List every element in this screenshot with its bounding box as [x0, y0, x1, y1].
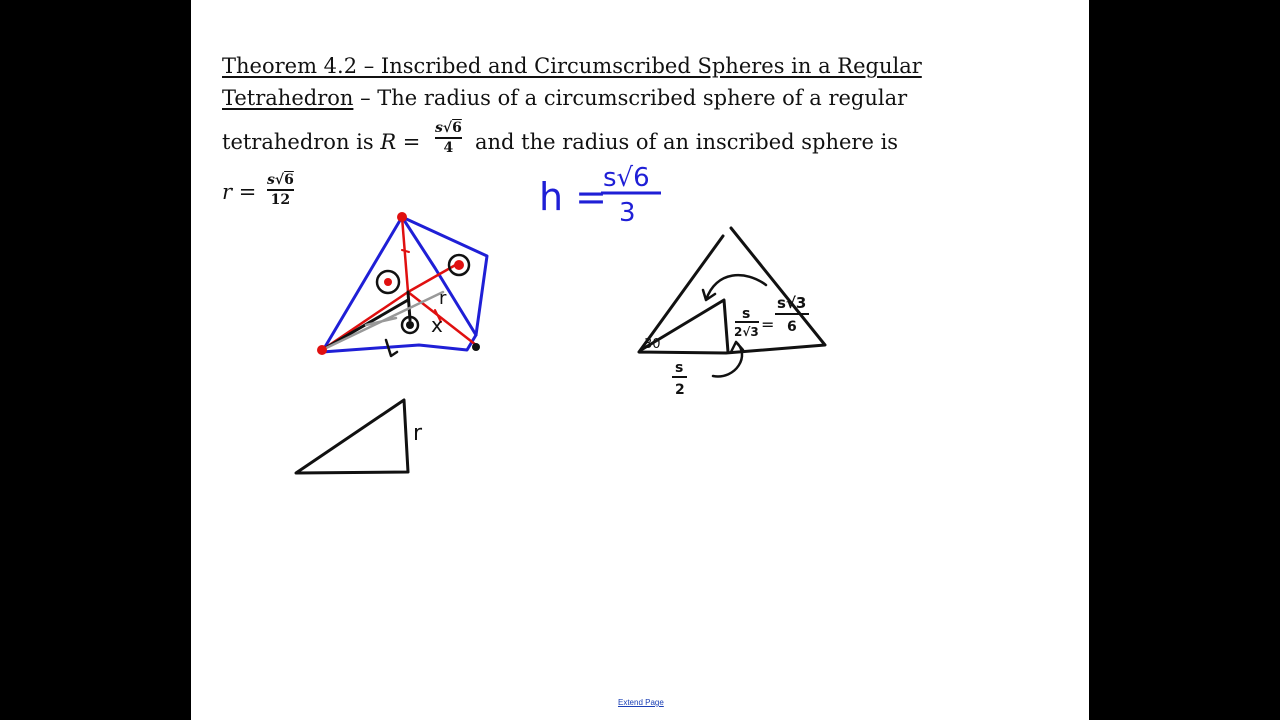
inner-triangle [641, 300, 728, 352]
r-numerator: s√6 [267, 172, 294, 188]
notebook-page [191, 0, 1089, 720]
frac2-den: 6 [787, 319, 797, 335]
frac1-den: 2√3 [734, 325, 759, 339]
R-num-rad: 6 [452, 120, 462, 136]
R-symbol: R [380, 130, 397, 154]
r-side-label: r [413, 421, 423, 446]
theorem-line2 [222, 86, 907, 110]
theorem-line2-rest: – The radius of a circumscribed sphere of a regular [353, 86, 908, 110]
height-formula [539, 163, 661, 228]
r-num-rad: 6 [284, 172, 294, 188]
frac1-num: s [742, 306, 751, 322]
right-triangle [296, 400, 408, 473]
equilateral-triangle [639, 228, 825, 353]
circle-mark-left [377, 271, 399, 293]
r-equals: = [232, 180, 257, 204]
tetra-gray-lines [322, 292, 443, 350]
half-s-den: 2 [675, 382, 685, 398]
tetra-black-lines [322, 292, 410, 350]
extend-page-link[interactable]: Extend Page [618, 698, 664, 707]
apex-point [397, 212, 407, 222]
frac2-num: s√3 [777, 294, 807, 312]
R-fraction-bar [435, 137, 462, 139]
r-fraction [267, 172, 294, 208]
base-point-right [472, 343, 480, 351]
h-denominator: 3 [619, 198, 636, 228]
r-denominator: 12 [270, 191, 291, 208]
r-mark: r [439, 288, 447, 309]
theorem-title-line2: Tetrahedron [222, 86, 354, 110]
curved-arrow-top [703, 275, 766, 300]
r-symbol: r [222, 180, 233, 204]
h-label: h = [539, 175, 608, 219]
R-denominator: 4 [443, 139, 454, 156]
face-center-left [384, 278, 392, 286]
hook-mark [386, 340, 397, 356]
R-fraction [435, 120, 462, 156]
theorem-line3-start [222, 130, 420, 154]
equilateral-triangle-sketch [639, 228, 825, 398]
theorem-line4 [222, 180, 256, 204]
angle-30-label: 30 [644, 337, 661, 352]
h-numerator: s√6 [603, 163, 650, 193]
tick-marks [402, 250, 441, 322]
tetrahedron-sketch [317, 212, 487, 356]
tetra-edge-right [402, 217, 476, 335]
r-fraction-bar [267, 189, 294, 191]
x-mark: x [431, 313, 443, 337]
base-centroid [406, 321, 414, 329]
base-point-back [454, 260, 464, 270]
R-numerator: s√6 [435, 120, 462, 136]
circle-mark-back [449, 255, 469, 275]
circle-mark-center [402, 317, 418, 333]
half-s-num: s [675, 360, 684, 376]
curved-arrow-bottom [713, 342, 743, 376]
theorem-line3-end: and the radius of an inscribed sphere is [475, 130, 899, 154]
tetra-red-lines [322, 217, 476, 350]
frac-equals: = [761, 315, 775, 334]
line3-text: tetrahedron is [222, 130, 381, 154]
base-point-left [317, 345, 327, 355]
r-num-var: s [267, 172, 275, 188]
right-triangle-sketch [296, 400, 423, 473]
tetra-outline [322, 217, 487, 352]
R-num-var: s [435, 120, 443, 136]
theorem-title-line1: Theorem 4.2 – Inscribed and Circumscribed Spheres in a Regular [222, 54, 922, 78]
R-equals: = [396, 130, 421, 154]
